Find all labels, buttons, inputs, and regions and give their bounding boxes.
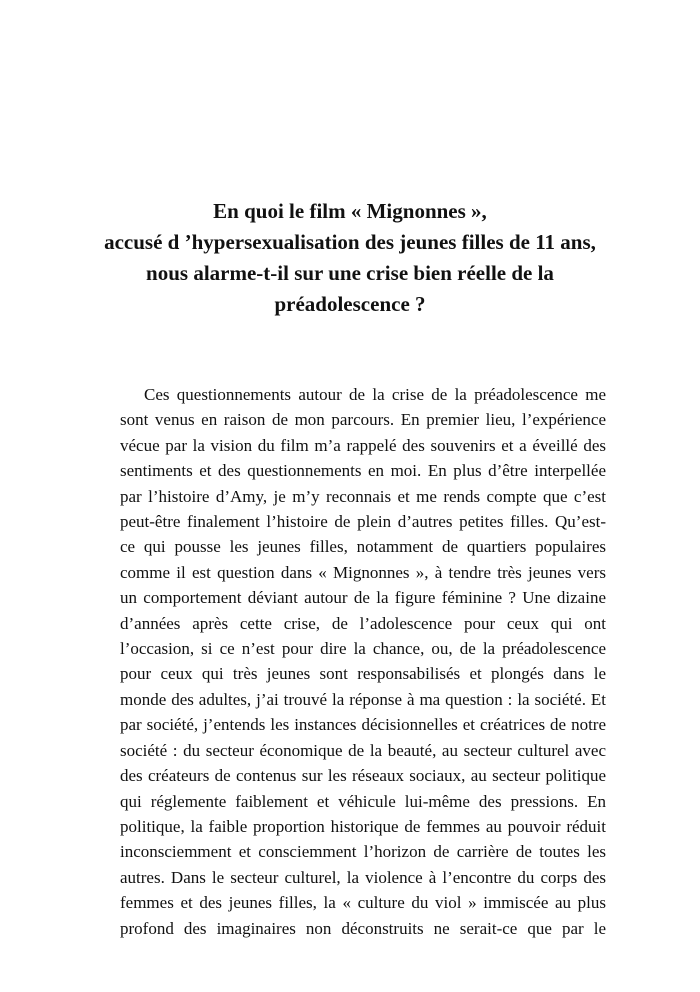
title-line-3: nous alarme-t-il sur une crise bien réelle de la [146, 261, 554, 285]
body-line: un comportement déviant autour de la figure féminine ? Une dizaine [120, 588, 606, 608]
body-line: des créateurs de contenus sur les réseaux sociaux, au secteur politique [120, 766, 606, 786]
body-paragraph [120, 382, 606, 941]
body-line: par l’histoire d’Amy, je m’y reconnais et me rends compte que c’est [120, 486, 606, 506]
body-line: qui réglemente faiblement et véhicule lui-même des pressions. En [120, 791, 606, 811]
title-line-4: préadolescence ? [274, 292, 426, 316]
body-line: vécue par la vision du film m’a rappelé des souvenirs et a éveillé des [120, 435, 606, 455]
body-line: autres. Dans le secteur culturel, la violence à l’encontre du corps des [120, 867, 606, 887]
body-line: sentiments et des questionnements en moi. En plus d’être interpellée [120, 461, 606, 481]
body-line: l’occasion, si ce n’est pour dire la chance, ou, de la préadolescence [120, 639, 606, 659]
title-line-1: En quoi le film « Mignonnes », [213, 199, 487, 223]
body-line: sont venus en raison de mon parcours. En premier lieu, l’expérience [120, 410, 606, 430]
body-line: politique, la faible proportion historique de femmes au pouvoir réduit [120, 816, 606, 836]
body-line: comme il est question dans « Mignonnes », à tendre très jeunes vers [120, 562, 606, 582]
body-line: Ces questionnements autour de la crise de la préadolescence me [144, 385, 606, 404]
body-line: femmes et des jeunes filles, la « culture du viol » immiscée au plus [120, 893, 606, 913]
body-line: monde des adultes, j’ai trouvé la réponse à ma question : la société. Et [120, 689, 606, 709]
body-line: ce qui pousse les jeunes filles, notamment de quartiers populaires [120, 537, 606, 557]
title-line-2: accusé d ’hypersexualisation des jeunes filles de 11 ans, [104, 230, 596, 254]
body-line: d’années après cette crise, de l’adolescence pour ceux qui ont [120, 613, 606, 633]
page-title [90, 196, 610, 320]
body-line: par société, j’entends les instances décisionnelles et créatrices de notre [120, 715, 606, 735]
body-line: peut-être finalement l’histoire de plein d’autres petites filles. Qu’est- [120, 512, 606, 532]
body-line: inconsciemment et consciemment l’horizon de carrière de toutes les [120, 842, 606, 862]
body-line: profond des imaginaires non déconstruits ne serait-ce que par le [120, 918, 606, 938]
body-line: pour ceux qui très jeunes sont responsabilisés et plongés dans le [120, 664, 606, 684]
body-line: société : du secteur économique de la beauté, au secteur culturel avec [120, 740, 606, 760]
